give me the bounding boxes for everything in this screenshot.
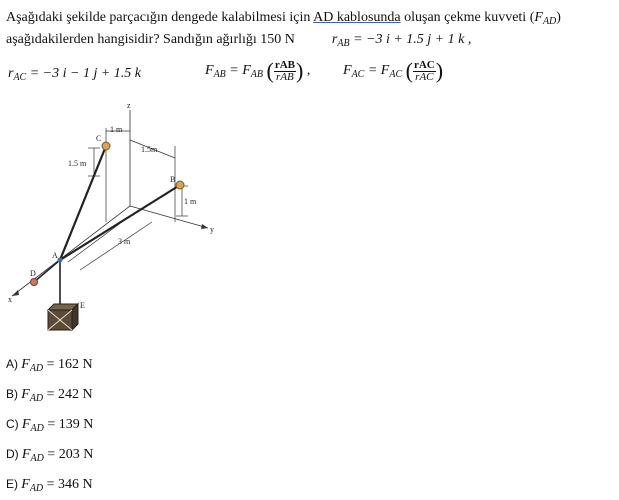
label-1m-right: 1 m bbox=[184, 197, 197, 206]
fab-formula: $F_{AB} = F_{AB}$ ( $\frac{\text{rAB}}{\text{rAB}}$ ) , bbox=[205, 58, 311, 83]
option-a[interactable]: A) $F_{AD} = 162$ N bbox=[6, 357, 93, 374]
label-1m-top: 1 m bbox=[110, 125, 123, 134]
label-b: B bbox=[170, 175, 176, 184]
fac-eq: = F bbox=[364, 63, 390, 79]
rab-subscript: AB bbox=[337, 38, 350, 49]
cable-ad bbox=[34, 260, 60, 282]
rab-symbol: r bbox=[331, 32, 338, 47]
fac-lhs-sub: AC bbox=[351, 69, 365, 81]
x-axis bbox=[12, 206, 130, 296]
fab-lhs: F bbox=[205, 63, 214, 79]
label-a: A bbox=[52, 251, 58, 260]
fac-lhs: F bbox=[343, 63, 352, 79]
option-d[interactable]: D) $F_{AD} = 203$ N bbox=[6, 447, 94, 464]
question-text-a: Aşağıdaki şekilde parçacığın dengede kalabilmesi için bbox=[6, 10, 314, 25]
force-subscript: AD bbox=[542, 16, 557, 27]
fac-denominator: rAC bbox=[415, 70, 434, 83]
question-line-2 bbox=[6, 32, 471, 49]
rac-symbol: r bbox=[8, 66, 14, 81]
label-1-5m-left: 1.5 m bbox=[68, 159, 87, 168]
label-x: x bbox=[8, 295, 12, 304]
fab-fraction bbox=[274, 60, 296, 83]
fac-sub2: AC bbox=[389, 69, 403, 81]
fac-fraction bbox=[413, 60, 436, 83]
point-a bbox=[58, 258, 63, 263]
rab-expression: = −3 i + 1.5 j + 1 k , bbox=[349, 32, 472, 47]
structure-diagram bbox=[0, 98, 240, 338]
label-3m: 3 m bbox=[118, 237, 131, 246]
fab-denominator: rAB bbox=[276, 70, 294, 83]
force-symbol: F bbox=[534, 10, 543, 25]
x-axis-arrow bbox=[12, 290, 19, 296]
fab-eq: = F bbox=[225, 63, 251, 79]
label-1-5m-top: 1.5m bbox=[141, 145, 158, 154]
pulley-b bbox=[176, 181, 184, 189]
fac-numerator: rAC bbox=[413, 58, 435, 71]
option-e[interactable]: E) $F_{AD} = 346$ N bbox=[6, 477, 93, 494]
formula-comma: , bbox=[306, 63, 311, 79]
rac-formula bbox=[8, 66, 141, 83]
option-b[interactable]: B) $F_{AD} = 242$ N bbox=[6, 387, 93, 404]
option-c[interactable]: C) $F_{AD} = 139$ N bbox=[6, 417, 94, 434]
rac-subscript: AC bbox=[13, 72, 27, 83]
label-z: z bbox=[127, 101, 131, 110]
label-c: C bbox=[96, 134, 102, 143]
cable-ab bbox=[60, 185, 180, 260]
fab-numerator: rAB bbox=[274, 58, 295, 71]
rac-expression: = −3 i − 1 j + 1.5 k bbox=[26, 66, 142, 81]
label-y: y bbox=[210, 225, 214, 234]
question-line-1 bbox=[6, 10, 561, 27]
anchor-d bbox=[31, 279, 38, 286]
fab-lhs-sub: AB bbox=[213, 69, 226, 81]
question-text-c: ) bbox=[556, 10, 561, 25]
ad-cable-underlined: AD kablosunda bbox=[313, 10, 401, 25]
crate bbox=[48, 304, 78, 330]
label-e: E bbox=[80, 301, 85, 310]
fab-sub2: AB bbox=[250, 69, 263, 81]
label-d: D bbox=[30, 269, 36, 278]
y-axis-arrow bbox=[201, 224, 208, 229]
pulley-c bbox=[102, 142, 110, 150]
fac-formula: $F_{AC} = F_{AC}$ ( $\frac{\text{rAC}}{\text{rAC}}$ ) bbox=[343, 58, 444, 83]
question-text-b: oluşan çekme kuvveti ( bbox=[400, 10, 535, 25]
question-text-line2: aşağıdakilerden hangisidir? Sandığın ağırlığı 150 N bbox=[6, 32, 295, 47]
